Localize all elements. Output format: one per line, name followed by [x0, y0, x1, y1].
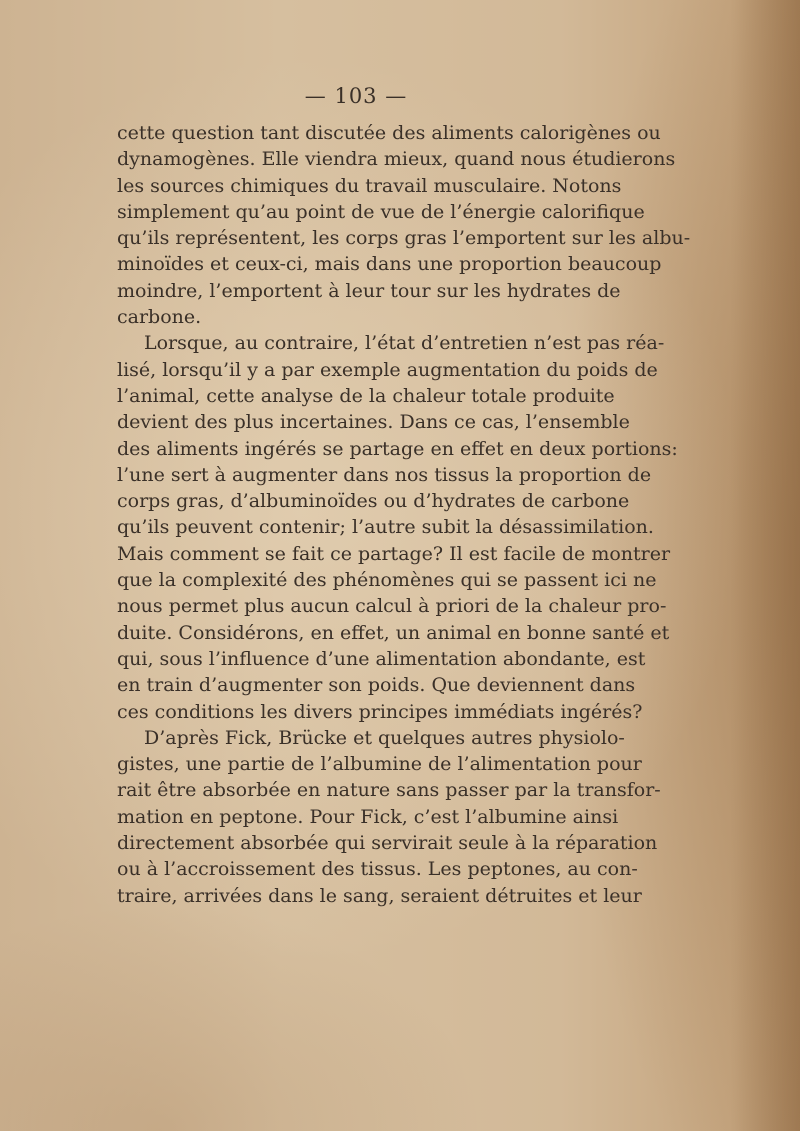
text-line: nous permet plus aucun calcul à priori de la chaleur pro- [117, 595, 667, 618]
text-line: qu’ils représentent, les corps gras l’emportent sur les albu- [117, 227, 691, 250]
text-line: cette question tant discutée des aliments calorigènes ou [117, 122, 661, 144]
text-line: minoïdes et ceux-ci, mais dans une proportion beaucoup [117, 253, 662, 276]
text-line: simplement qu’au point de vue de l’énergie calorifique [117, 200, 645, 223]
text-line: carbone. [117, 306, 202, 329]
text-line: Mais comment se fait ce partage? Il est facile de montrer [117, 542, 671, 565]
text-line: rait être absorbée en nature sans passer par la transfor- [117, 779, 661, 802]
text-line: moindre, l’emportent à leur tour sur les hydrates de [117, 279, 621, 302]
text-line: mation en peptone. Pour Fick, c’est l’albumine ainsi [117, 805, 619, 828]
text-line: devient des plus incertaines. Dans ce cas, l’ensemble [117, 411, 630, 434]
text-line: que la complexité des phénomènes qui se passent ici ne [117, 569, 657, 592]
body-text [117, 120, 691, 909]
text-line: ou à l’accroissement des tissus. Les peptones, au con- [117, 858, 638, 881]
text-line: corps gras, d’albuminoïdes ou d’hydrates de carbone [117, 490, 630, 513]
text-line: traire, arrivées dans le sang, seraient détruites et leur [117, 884, 642, 907]
paragraph-start-line: Lorsque, au contraire, l’état d’entretien n’est pas réa- [144, 332, 665, 355]
text-line: qui, sous l’influence d’une alimentation abondante, est [117, 647, 646, 670]
text-line: dynamogènes. Elle viendra mieux, quand nous étudierons [117, 148, 676, 171]
page-number: — 103 — [304, 84, 408, 108]
text-line: l’animal, cette analyse de la chaleur totale produite [117, 384, 615, 407]
text-line: lisé, lorsqu’il y a par exemple augmentation du poids de [117, 358, 658, 381]
text-line: duite. Considérons, en effet, un animal en bonne santé et [117, 621, 670, 644]
text-line: ces conditions les divers principes immédiats ingérés? [117, 700, 643, 723]
text-line: gistes, une partie de l’albumine de l’alimentation pour [117, 753, 642, 776]
text-line: l’une sert à augmenter dans nos tissus la proportion de [117, 463, 652, 486]
page-edge-shadow [730, 0, 800, 1131]
paragraph-start-line: D’après Fick, Brücke et quelques autres physiolo- [144, 726, 625, 749]
text-line: directement absorbée qui servirait seule à la réparation [117, 832, 658, 855]
text-line: des aliments ingérés se partage en effet en deux portions: [117, 437, 678, 460]
text-line: en train d’augmenter son poids. Que deviennent dans [117, 674, 636, 697]
text-line: les sources chimiques du travail musculaire. Notons [117, 174, 622, 197]
text-line: qu’ils peuvent contenir; l’autre subit la désassimilation. [117, 516, 654, 539]
